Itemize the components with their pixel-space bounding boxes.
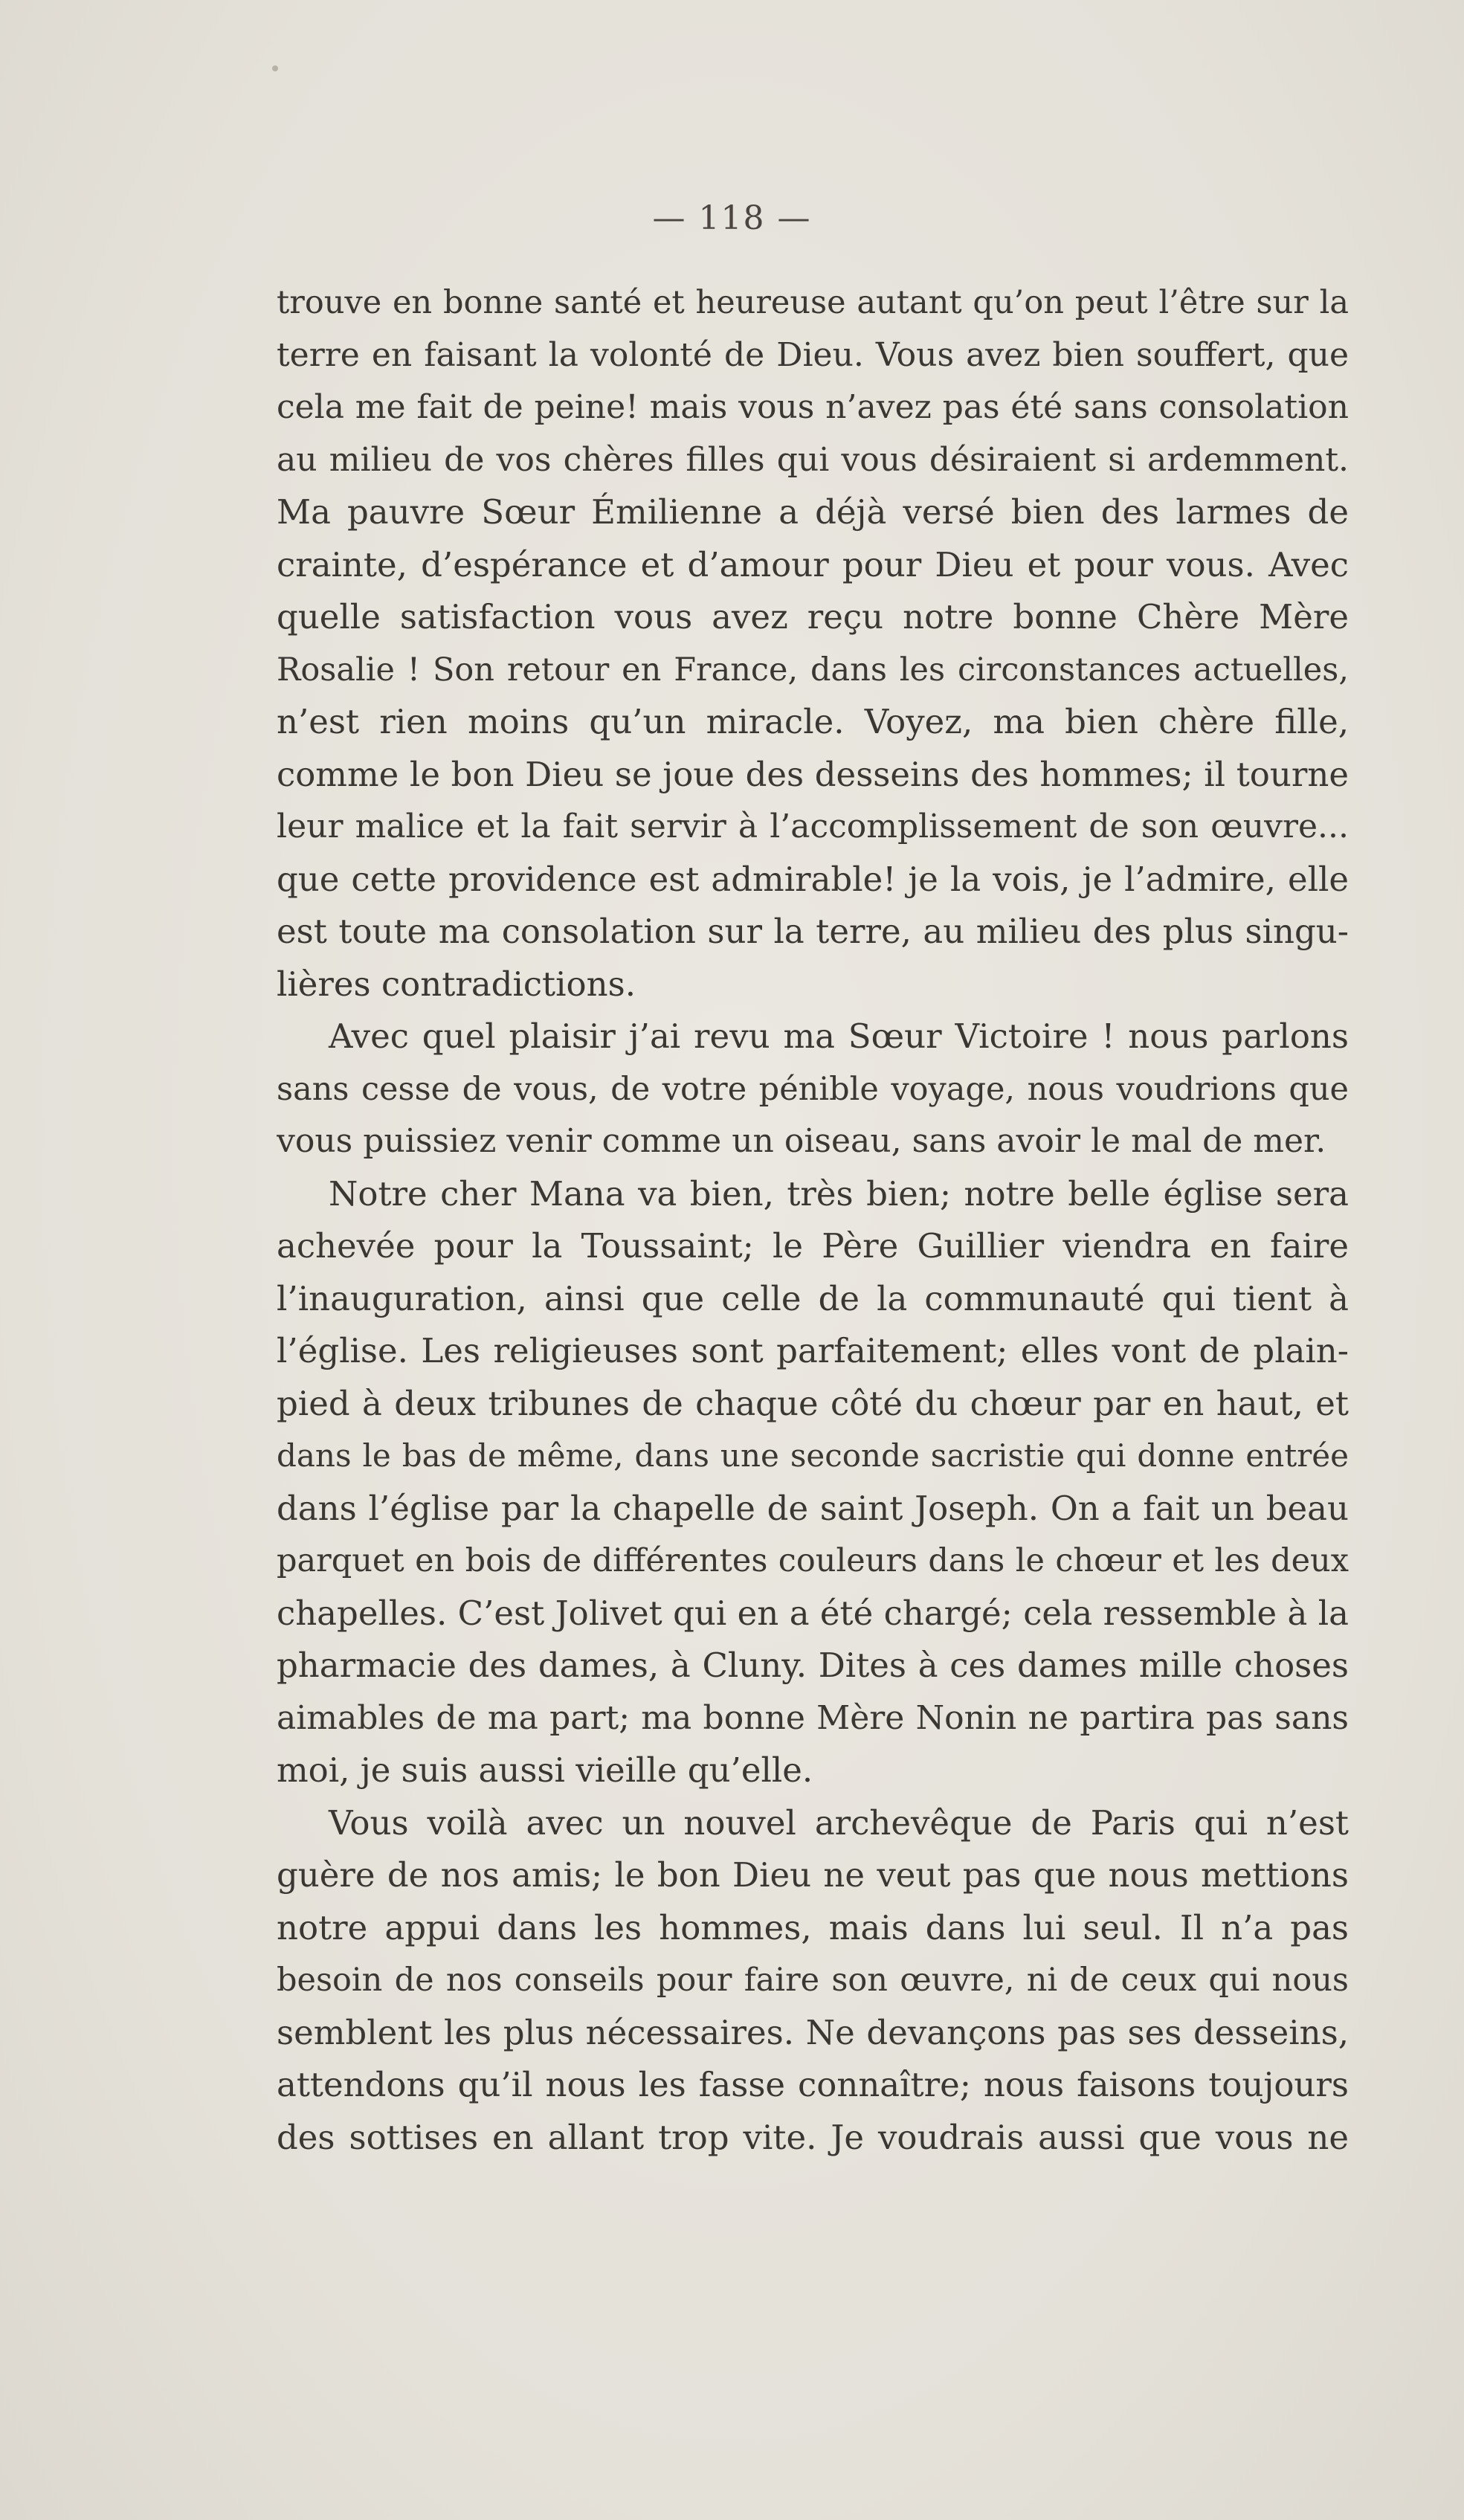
- text-line: cela me fait de peine! mais vous n’avez pas été sans consolation: [277, 388, 1349, 426]
- text-line: moi, je suis aussi vieille qu’elle.: [277, 1750, 813, 1790]
- text-line: terre en faisant la volonté de Dieu. Vous avez bien souffert, que: [277, 335, 1349, 374]
- text-line: pied à deux tribunes de chaque côté du chœur par en haut, et: [277, 1383, 1349, 1423]
- text-line: vous puissiez venir comme un oiseau, sans avoir le mal de mer.: [277, 1122, 1326, 1160]
- text-line: guère de nos amis; le bon Dieu ne veut pas que nous mettions: [277, 1855, 1349, 1895]
- text-line: notre appui dans les hommes, mais dans lui seul. Il n’a pas: [277, 1907, 1349, 1947]
- paragraph-start-line: Vous voilà avec un nouvel archevêque de Paris qui n’est: [329, 1802, 1349, 1843]
- text-line: Ma pauvre Sœur Émilienne a déjà versé bien des larmes de: [277, 492, 1349, 532]
- text-line: l’inauguration, ainsi que celle de la communauté qui tient à: [277, 1278, 1349, 1318]
- text-line: au milieu de vos chères filles qui vous désiraient si ardemment.: [277, 440, 1349, 479]
- text-line: l’église. Les religieuses sont parfaitement; elles vont de plain-: [277, 1331, 1349, 1370]
- text-line: sans cesse de vous, de votre pénible voyage, nous voudrions que: [277, 1070, 1349, 1108]
- text-line: aimables de ma part; ma bonne Mère Nonin ne partira pas sans: [277, 1698, 1349, 1737]
- text-line: besoin de nos conseils pour faire son œuvre, ni de ceux qui nous: [277, 1962, 1349, 1999]
- text-line: n’est rien moins qu’un miracle. Voyez, ma bien chère fille,: [277, 702, 1349, 741]
- text-line: chapelles. C’est Jolivet qui en a été chargé; cela ressemble à la: [277, 1593, 1349, 1633]
- text-line: parquet en bois de différentes couleurs dans le chœur et les deux: [277, 1542, 1349, 1579]
- text-line: crainte, d’espérance et d’amour pour Dieu et pour vous. Avec: [277, 544, 1349, 584]
- text-line: trouve en bonne santé et heureuse autant qu’on peut l’être sur la: [277, 284, 1349, 321]
- body-text: [277, 277, 1349, 2164]
- text-line: que cette providence est admirable! je la vois, je l’admire, elle: [277, 859, 1349, 899]
- page-number-header: — 118 —: [652, 199, 812, 237]
- paper-speck: [272, 65, 278, 71]
- text-line: attendons qu’il nous les fasse connaître; nous faisons toujours: [277, 2065, 1349, 2104]
- text-line: comme le bon Dieu se joue des desseins des hommes; il tourne: [277, 754, 1349, 794]
- paragraph-start-line: Notre cher Mana va bien, très bien; notre belle église sera: [329, 1173, 1349, 1214]
- text-line: pharmacie des dames, à Cluny. Dites à ces dames mille choses: [277, 1646, 1349, 1685]
- text-line: dans le bas de même, dans une seconde sacristie qui donne entrée: [277, 1437, 1349, 1474]
- text-line: quelle satisfaction vous avez reçu notre bonne Chère Mère: [277, 597, 1349, 637]
- text-line: lières contradictions.: [277, 964, 636, 1004]
- text-line: est toute ma consolation sur la terre, au milieu des plus singu-: [277, 912, 1349, 951]
- text-line: Rosalie ! Son retour en France, dans les circonstances actuelles,: [277, 651, 1349, 689]
- text-line: dans l’église par la chapelle de saint Joseph. On a fait un beau: [277, 1488, 1349, 1528]
- text-line: achevée pour la Toussaint; le Père Guillier viendra en faire: [277, 1226, 1349, 1266]
- text-line: semblent les plus nécessaires. Ne devançons pas ses desseins,: [277, 2012, 1349, 2052]
- paragraph-start-line: Avec quel plaisir j’ai revu ma Sœur Victoire ! nous parlons: [329, 1016, 1349, 1056]
- text-line: leur malice et la fait servir à l’accomplissement de son œuvre...: [277, 808, 1349, 845]
- text-line: des sottises en allant trop vite. Je voudrais aussi que vous ne: [277, 2117, 1349, 2157]
